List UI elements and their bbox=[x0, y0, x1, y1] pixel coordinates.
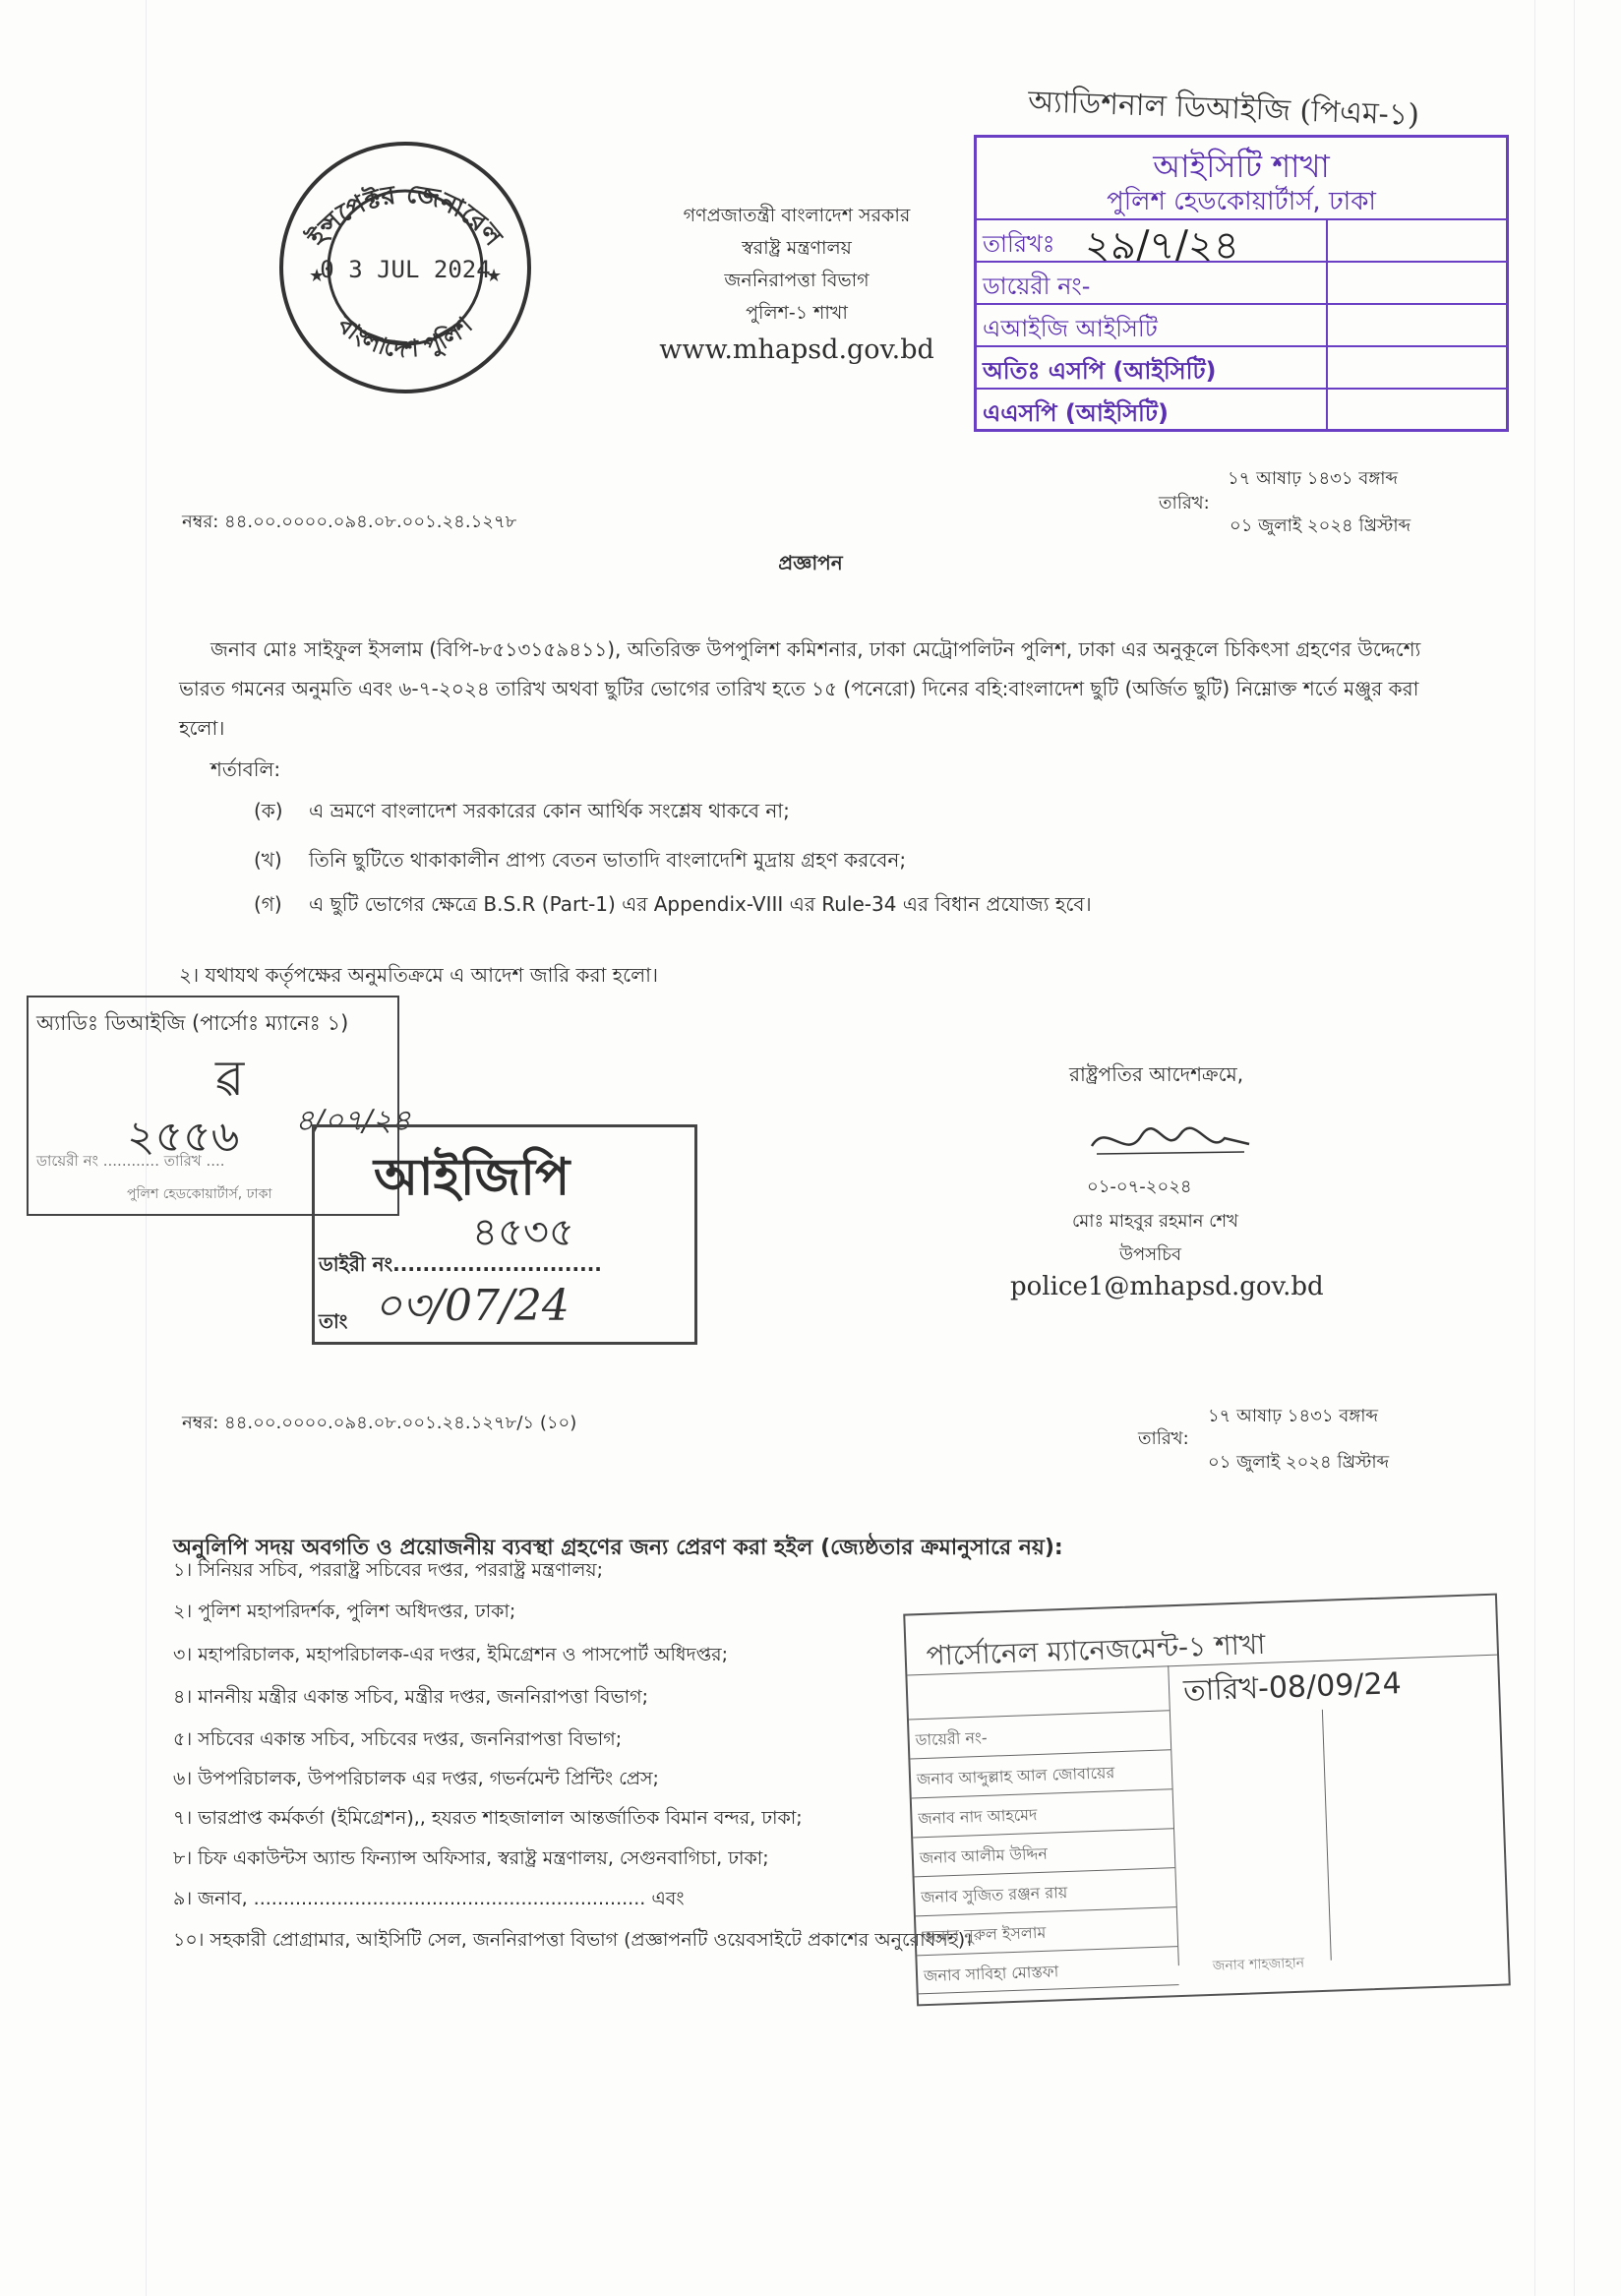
pm-stamp-row: জনাব আব্দুল্লাহ আল জোবায়ের bbox=[910, 1749, 1171, 1797]
ict-row-asp: এএসপি (আইসিটি) bbox=[983, 399, 1169, 427]
signature-date: ০১-০৭-২০২৪ bbox=[1087, 1177, 1192, 1197]
condition-item: (ক) এ ভ্রমণে বাংলাদেশ সরকারের কোন আর্থিক সংশ্লেষ থাকবে না; bbox=[254, 799, 790, 822]
memo2-date-bangla: ১৭ আষাঢ় ১৪৩১ বঙ্গাব্দ bbox=[1208, 1406, 1379, 1426]
memo2-date-label: তারিখ: bbox=[1138, 1428, 1189, 1449]
copy-list-item: ৯। জনাব, .................................................................. এবং bbox=[173, 1888, 685, 1909]
handwritten-number: ২৫৫৬ bbox=[127, 1112, 240, 1162]
handwritten-mark: ৱ bbox=[215, 1050, 245, 1107]
notification-title: প্রজ্ঞাপন bbox=[778, 551, 843, 574]
copy-heading: অনুলিপি সদয় অবগতি ও প্রয়োজনীয় ব্যবস্থা গ্রহণের জন্য প্রেরণ করা হইল (জ্যেষ্ঠতার ক্রমানুসারে নয়): bbox=[173, 1536, 1063, 1560]
condition-item: (খ) তিনি ছুটিতে থাকাকালীন প্রাপ্য বেতন ভাতাদি বাংলাদেশি মুদ্রায় গ্রহণ করবেন; bbox=[254, 848, 907, 872]
svg-text:ইন্সপেক্টর জেনারেল bbox=[300, 179, 509, 253]
letterhead-government: গণপ্রজাতন্ত্রী বাংলাদেশ সরকার bbox=[683, 205, 911, 226]
igp-stamp bbox=[312, 1124, 697, 1345]
copy-list-item: ৬। উপপরিচালক, উপপরিচালক এর দপ্তর, গভর্নমেন্ট প্রিন্টিং প্রেস; bbox=[173, 1768, 659, 1789]
signature-mark bbox=[1087, 1117, 1254, 1166]
ict-branch-stamp bbox=[974, 135, 1509, 432]
ict-row-diary: ডায়েরী নং- bbox=[983, 272, 1091, 300]
condition-item: (গ) এ ছুটি ভোগের ক্ষেত্রে B.S.R (Part-1) এর Appendix-VIII এর Rule-34 এর বিধান প্রযোজ্য হবে। bbox=[254, 892, 1092, 916]
ict-row-addl-sp: অতিঃ এসপি (আইসিটি) bbox=[983, 357, 1217, 385]
handwritten-date: ০৩/07/24 bbox=[374, 1281, 570, 1331]
copy-list-item: ২। পুলিশ মহাপরিদর্শক, পুলিশ অধিদপ্তর, ঢাকা; bbox=[173, 1601, 516, 1622]
star-icon: ★ bbox=[486, 266, 503, 286]
letterhead-branch: পুলিশ-১ শাখা bbox=[746, 302, 848, 324]
ict-handwritten-date: ২৯/৭/২৪ bbox=[1085, 223, 1239, 269]
pm-stamp-title: পার্সোনেল ম্যানেজমেন্ট-১ শাখা bbox=[926, 1627, 1266, 1672]
letterhead-ministry: স্বরাষ্ট্র মন্ত্রণালয় bbox=[742, 237, 852, 259]
memo2-number: নম্বর: ৪৪.০০.০০০০.০৯৪.০৮.০০১.২৪.১২৭৮/১ (১০) bbox=[182, 1413, 577, 1433]
igp-diary-label: ডাইরী নং............................ bbox=[319, 1252, 602, 1276]
pm-stamp-row: জনাব শাহজাহান bbox=[1212, 1955, 1305, 1974]
conditions-label: শর্তাবলি: bbox=[210, 757, 281, 781]
ict-row-date: তারিখঃ bbox=[983, 230, 1055, 258]
memo1-number: নম্বর: ৪৪.০০.০০০০.০৯৪.০৮.০০১.২৪.১২৭৮ bbox=[182, 512, 517, 532]
addl-dig-diary-label: ডায়েরী নং ............ তারিখ .... bbox=[36, 1152, 225, 1170]
memo1-date-gregorian: ০১ জুলাই ২০২৪ খ্রিস্টাব্দ bbox=[1230, 515, 1411, 536]
copy-list-item: ১০। সহকারী প্রোগ্রামার, আইসিটি সেল, জননিরাপত্তা বিভাগ (প্রজ্ঞাপনটি ওয়েবসাইটে প্রকাশের অনুরোধসহ)। bbox=[173, 1929, 972, 1951]
seal-date: 0 3 JUL 2024 bbox=[320, 256, 491, 283]
star-icon: ★ bbox=[309, 266, 326, 286]
ict-stamp-title: আইসিটি শাখা bbox=[1153, 148, 1330, 185]
memo1-date-bangla: ১৭ আষাঢ় ১৪৩১ বঙ্গাব্দ bbox=[1228, 468, 1399, 489]
seal-bottom-text: বাংলাদেশ পুলিশ bbox=[331, 311, 478, 364]
letterhead-website: www.mhapsd.gov.bd bbox=[659, 334, 934, 365]
copy-list-item: ৩। মহাপরিচালক, মহাপরিচালক-এর দপ্তর, ইমিগ্রেশন ও পাসপোর্ট অধিদপ্তর; bbox=[173, 1644, 729, 1665]
point-2: ২। যথাযথ কর্তৃপক্ষের অনুমতিক্রমে এ আদেশ জারি করা হলো। bbox=[179, 963, 659, 987]
handwritten-note-top: অ্যাডিশনাল ডিআইজি (পিএম-১) bbox=[1027, 85, 1420, 133]
pm-stamp-row: জনাব নাদ আহমেদ bbox=[912, 1788, 1173, 1837]
memo1-date-label: তারিখ: bbox=[1159, 493, 1210, 514]
ict-stamp-subtitle: পুলিশ হেডকোয়ার্টার্স, ঢাকা bbox=[1107, 187, 1376, 216]
seal-top-text: ইন্সপেক্টর জেনারেল bbox=[302, 179, 509, 252]
copy-list-item: ১। সিনিয়র সচিব, পররাষ্ট্র সচিবের দপ্তর, পররাষ্ট্র মন্ত্রণালয়; bbox=[173, 1559, 603, 1581]
copy-list-item: ৭। ভারপ্রাপ্ত কর্মকর্তা (ইমিগ্রেশন),, হযরত শাহজালাল আন্তর্জাতিক বিমান বন্দর, ঢাকা; bbox=[173, 1807, 803, 1829]
copy-list-item: ৮। চিফ একাউন্টস অ্যান্ড ফিন্যান্স অফিসার, স্বরাষ্ট্র মন্ত্রণালয়, সেগুনবাগিচা, ঢাকা; bbox=[173, 1847, 769, 1869]
igp-stamp-title: আইজিপি bbox=[374, 1148, 570, 1207]
signatory-name: মোঃ মাহবুর রহমান শেখ bbox=[1072, 1211, 1238, 1232]
igp-seal bbox=[275, 138, 536, 398]
by-order-of-president: রাষ্ট্রপতির আদেশক্রমে, bbox=[1069, 1062, 1244, 1086]
pm-stamp-date: তারিখ-08/09/24 bbox=[1182, 1666, 1403, 1709]
memo2-date-gregorian: ০১ জুলাই ২০২৪ খ্রিস্টাব্দ bbox=[1208, 1452, 1390, 1473]
pm-stamp-row: ডায়েরী নং- bbox=[909, 1710, 1171, 1758]
pm-stamp-row: জনাব আলীম উদ্দিন bbox=[913, 1828, 1174, 1876]
notification-body: জনাব মোঃ সাইফুল ইসলাম (বিপি-৮৫১৩১৫৯৪১১), অতিরিক্ত উপপুলিশ কমিশনার, ঢাকা মেট্রোপলিটন পুলিশ, ঢাকা এর অনুকূলে চিকিৎসা গ্রহণের উদ্দেশ্যে ভারত গমনের অনুমতি এবং ৬-৭-২০২৪ তারিখ অথবা ছুটির ভোগের তারিখ হতে ১৫ (পনেরো) দিনের বহি:বাংলাদেশ ছুটি (অর্জিত ছুটি) নিম্নোক্ত শর্তে মঞ্জুর করা হলো। bbox=[179, 637, 1421, 740]
addl-dig-footer: পুলিশ হেডকোয়ার্টার্স, ঢাকা bbox=[127, 1186, 272, 1202]
signatory-designation: উপসচিব bbox=[1119, 1244, 1182, 1265]
pm-stamp-row: জনাব সাবিহা মোস্তফা bbox=[917, 1946, 1178, 1994]
signatory-email[interactable]: police1@mhapsd.gov.bd bbox=[1010, 1272, 1324, 1301]
pm-stamp-row: জনাব সুজিত রঞ্জন রায় bbox=[915, 1867, 1176, 1915]
pm-stamp-row: জনাব নুরুল ইসলাম bbox=[916, 1906, 1177, 1955]
personnel-management-stamp bbox=[903, 1594, 1511, 2007]
letterhead-division: জননিরাপত্তা বিভাগ bbox=[724, 270, 870, 291]
svg-text:বাংলাদেশ পুলিশ bbox=[331, 311, 478, 364]
ict-row-aig: এআইজি আইসিটি bbox=[983, 315, 1158, 342]
copy-list-item: ৫। সচিবের একান্ত সচিব, সচিবের দপ্তর, জননিরাপত্তা বিভাগ; bbox=[173, 1728, 623, 1750]
igp-date-label: তাং bbox=[319, 1309, 348, 1333]
handwritten-date: ৪/০৭/২৪ bbox=[295, 1104, 411, 1138]
handwritten-number: ৪৫৩৫ bbox=[472, 1210, 574, 1255]
addl-dig-stamp-title: অ্যাডিঃ ডিআইজি (পার্সোঃ ম্যানেঃ ১) bbox=[36, 1011, 349, 1035]
copy-list-item: ৪। মাননীয় মন্ত্রীর একান্ত সচিব, মন্ত্রীর দপ্তর, জননিরাপত্তা বিভাগ; bbox=[173, 1686, 648, 1708]
